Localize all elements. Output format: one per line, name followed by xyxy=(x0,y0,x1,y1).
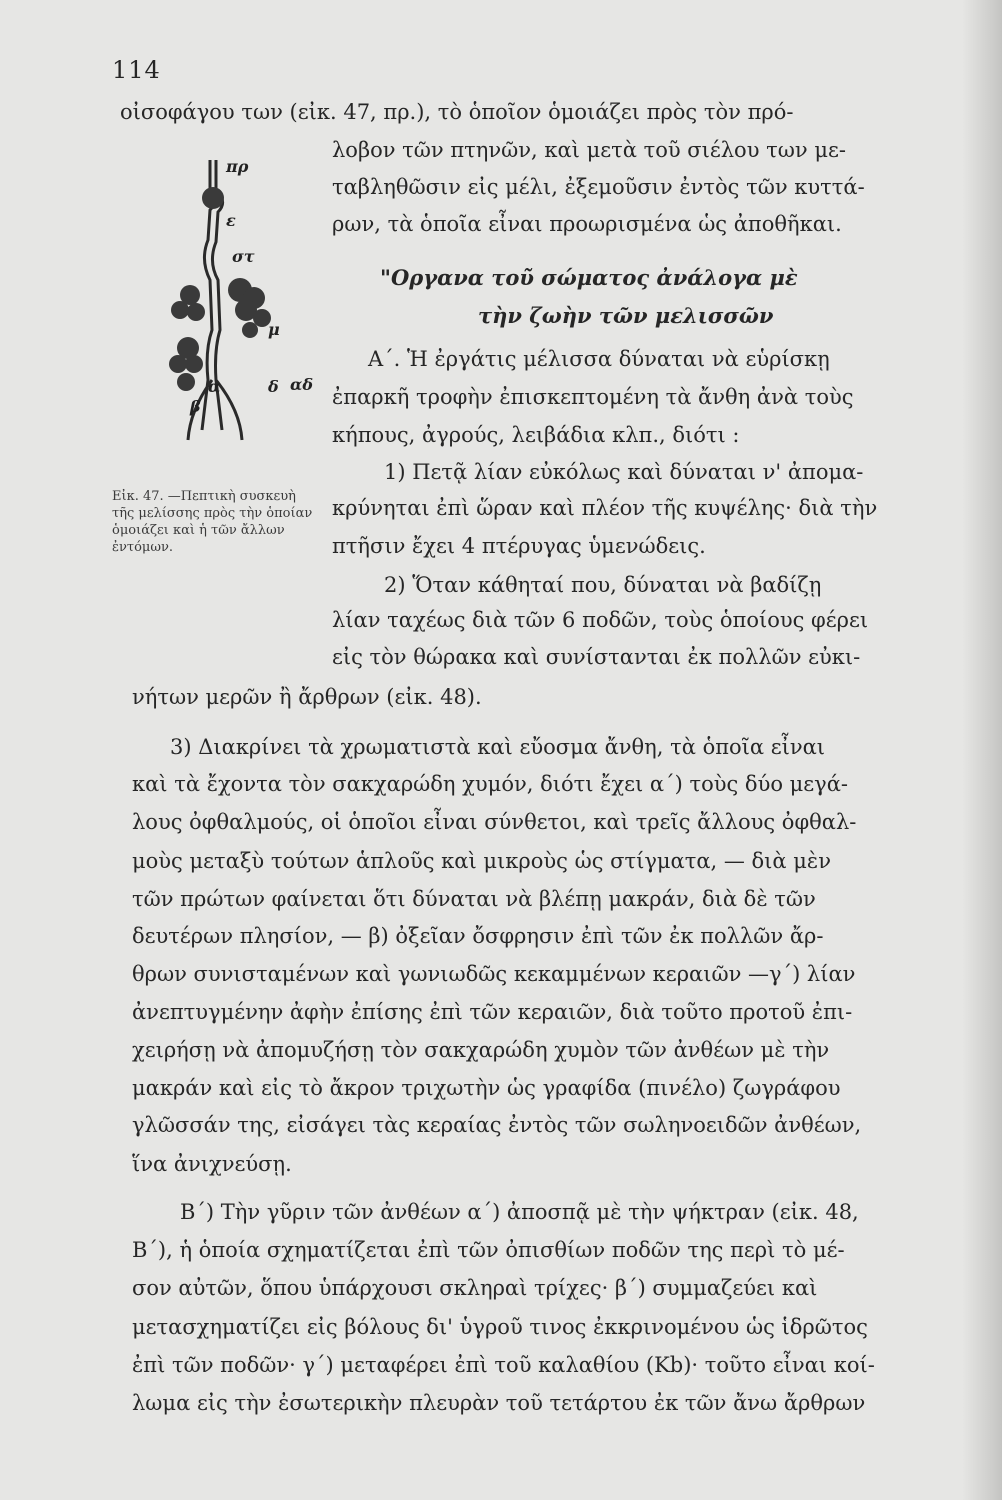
figure-label: στ xyxy=(232,247,255,266)
text-line: μοὺς μεταξὺ τούτων ἁπλοῦς καὶ μικροὺς ὡς στίγματα, — διὰ μὲν xyxy=(132,849,831,873)
text-line: λους ὀφθαλμούς, οἱ ὁποῖοι εἶναι σύνθετοι, καὶ τρεῖς ἄλλους ὀφθαλ- xyxy=(132,810,857,834)
text-line: ἐπὶ τῶν ποδῶν· γ΄) μεταφέρει ἐπὶ τοῦ καλαθίου (Kb)· τοῦτο εἶναι κοί- xyxy=(132,1353,875,1377)
text-line: κήπους, ἀγρούς, λειβάδια κλπ., διότι : xyxy=(332,423,740,447)
digestive-system-figure xyxy=(150,150,320,470)
section-heading-line-2: τὴν ζωὴν τῶν μελισσῶν xyxy=(478,303,774,328)
text-line: 1) Πετᾷ λίαν εὐκόλως καὶ δύναται ν' ἀπομα- xyxy=(384,460,864,484)
text-line: Β΄), ἡ ὁποία σχηματίζεται ἐπὶ τῶν ὀπισθίων ποδῶν της περὶ τὸ μέ- xyxy=(132,1238,845,1262)
figure-label: αδ xyxy=(290,375,313,394)
figure-label: μ xyxy=(268,320,280,339)
text-line: 3) Διακρίνει τὰ χρωματιστὰ καὶ εὔοσμα ἄνθη, τὰ ὁποῖα εἶναι xyxy=(170,735,826,759)
text-line: ταβληθῶσιν εἰς μέλι, ἐξεμοῦσιν ἐντὸς τῶν κυττά- xyxy=(332,175,865,199)
figure-label: πρ xyxy=(226,157,249,176)
text-line: μακράν καὶ εἰς τὸ ἄκρον τριχωτὴν ὡς γραφίδα (πινέλο) ζωγράφου xyxy=(132,1076,841,1100)
text-line: εἰς τὸν θώρακα καὶ συνίστανται ἐκ πολλῶν εὐκι- xyxy=(332,645,861,669)
text-line: ρων, τὰ ὁποῖα εἶναι προωρισμένα ὡς ἀποθῆκαι. xyxy=(332,212,842,236)
text-line: πτῆσιν ἔχει 4 πτέρυγας ὑμενώδεις. xyxy=(332,534,706,558)
figure-label: β xyxy=(190,397,201,416)
text-line: δευτέρων πλησίον, — β) ὀξεῖαν ὄσφρησιν ἐπὶ τῶν ἐκ πολλῶν ἄρ- xyxy=(132,924,824,948)
text-line: λοβον τῶν πτηνῶν, καὶ μετὰ τοῦ σιέλου των με- xyxy=(332,138,846,162)
figure-label: ε xyxy=(226,211,236,230)
text-line: καὶ τὰ ἔχοντα τὸν σακχαρώδη χυμόν, διότι ἔχει α΄) τοὺς δύο μεγά- xyxy=(132,772,849,796)
text-line: οἰσοφάγου των (εἰκ. 47, πρ.), τὸ ὁποῖον ὁμοιάζει πρὸς τὸν πρό- xyxy=(120,100,794,124)
scan-edge-shadow xyxy=(962,0,1002,1500)
text-line: τῶν πρώτων φαίνεται ὅτι δύναται νὰ βλέπῃ μακράν, διὰ δὲ τῶν xyxy=(132,887,816,911)
text-line: 2) Ὅταν κάθηταί που, δύναται νὰ βαδίζῃ xyxy=(384,573,822,597)
text-line: χειρήσῃ νὰ ἀπομυζήσῃ τὸν σακχαρώδη χυμὸν τῶν ἀνθέων μὲ τὴν xyxy=(132,1038,830,1062)
page-number: 114 xyxy=(112,56,161,84)
text-line: γλῶσσάν της, εἰσάγει τὰς κεραίας ἐντὸς τῶν σωληνοειδῶν ἀνθέων, xyxy=(132,1113,862,1137)
text-line: λίαν ταχέως διὰ τῶν 6 ποδῶν, τοὺς ὁποίους φέρει xyxy=(332,608,869,632)
text-line: Α΄. Ἡ ἐργάτις μέλισσα δύναται νὰ εὑρίσκῃ xyxy=(368,347,830,371)
text-line: θρων συνισταμένων καὶ γωνιωδῶς κεκαμμένων κεραιῶν —γ΄) λίαν xyxy=(132,962,856,986)
text-line: ἐπαρκῆ τροφὴν ἐπισκεπτομένη τὰ ἄνθη ἀνὰ τοὺς xyxy=(332,385,854,409)
figure-caption: Εἰκ. 47. —Πεπτικὴ συσκευὴ τῆς μελίσσης πρὸς τὴν ὁποίαν ὁμοιάζει καὶ ἡ τῶν ἄλλων ἐντόμων. xyxy=(112,489,313,555)
text-line: μετασχηματίζει εἰς βόλους δι' ὑγροῦ τινος ἐκκρινομένου ὡς ἱδρῶτος xyxy=(132,1315,868,1339)
text-line: σον αὐτῶν, ὅπου ὑπάρχουσι σκληραὶ τρίχες· β΄) συμμαζεύει καὶ xyxy=(132,1276,818,1300)
section-heading-line-1: "Οργανα τοῦ σώματος ἀνάλογα μὲ xyxy=(380,265,798,290)
text-line: Β΄) Τὴν γῦριν τῶν ἀνθέων α΄) ἀποσπᾷ μὲ τὴν ψήκτραν (εἰκ. 48, xyxy=(180,1200,859,1224)
text-line: ἀνεπτυγμένην ἀφὴν ἐπίσης ἐπὶ τῶν κεραιῶν, διὰ τοῦτο προτοῦ ἐπι- xyxy=(132,1000,853,1024)
text-line: νήτων μερῶν ἢ ἄρθρων (εἰκ. 48). xyxy=(132,685,482,709)
figure-label: α xyxy=(208,377,221,396)
text-line: κρύνηται ἐπὶ ὥραν καὶ πλέον τῆς κυψέλης· διὰ τὴν xyxy=(332,496,878,520)
figure-label: δ xyxy=(268,377,279,396)
text-line: ἵνα ἀνιχνεύσῃ. xyxy=(132,1152,292,1176)
text-line: λωμα εἰς τὴν ἐσωτερικὴν πλευρὰν τοῦ τετάρτου ἐκ τῶν ἄνω ἄρθρων xyxy=(132,1391,866,1415)
